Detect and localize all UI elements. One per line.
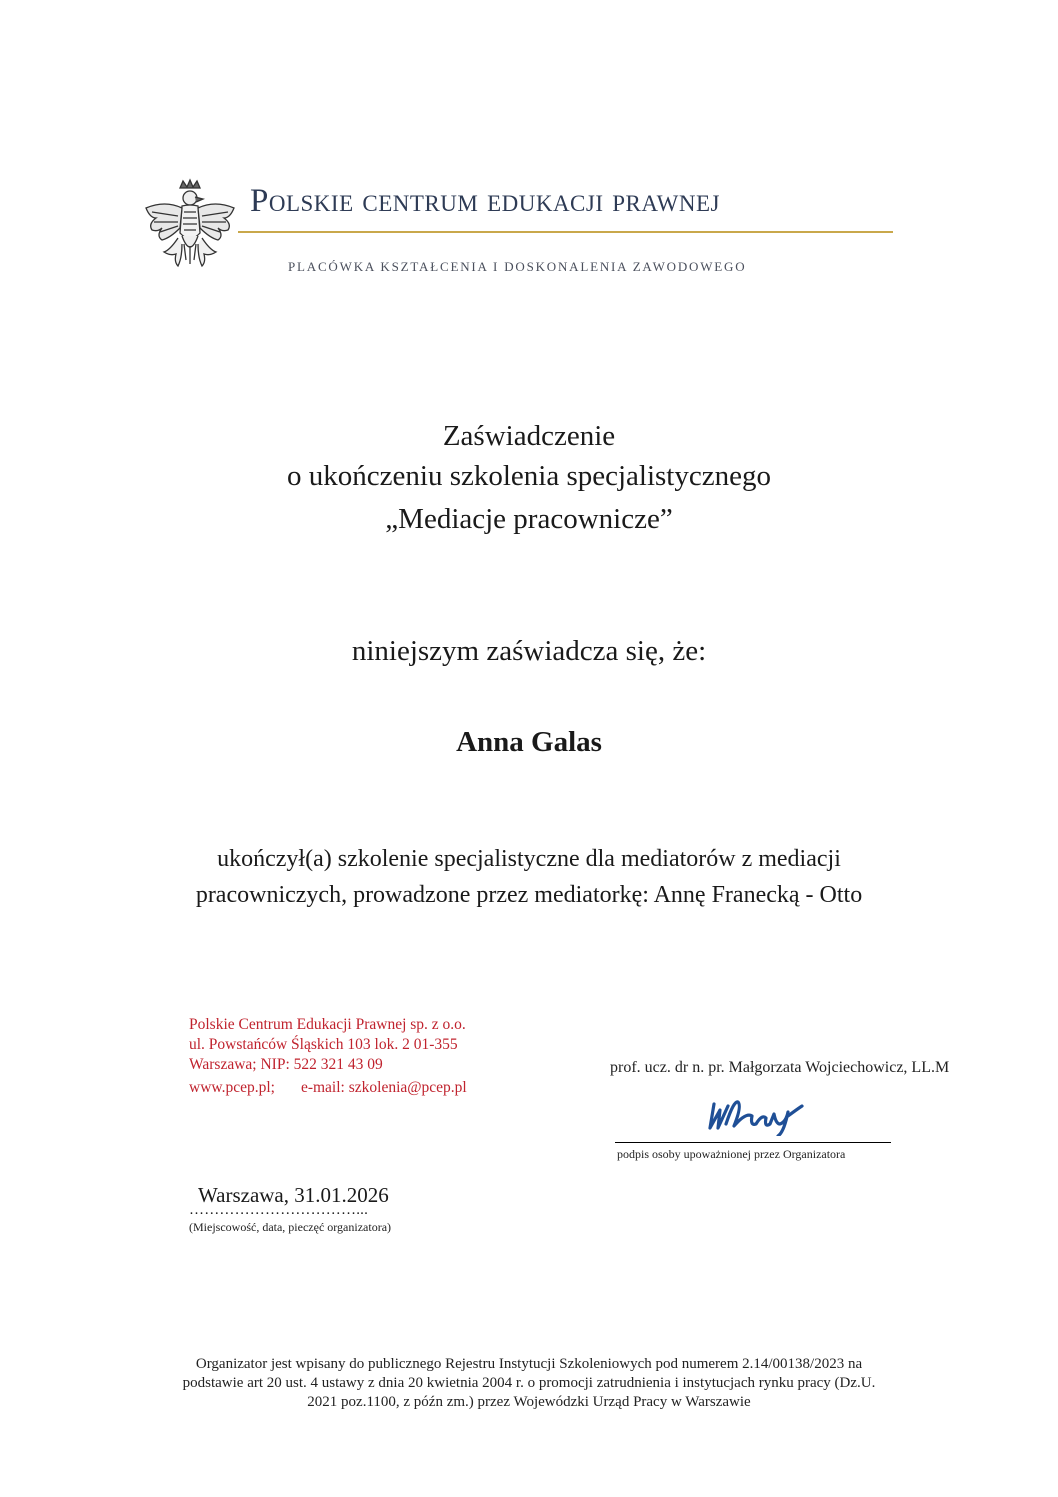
handwritten-signature xyxy=(704,1094,806,1136)
certificate-title-line-2: o ukończeniu szkolenia specjalistycznego xyxy=(287,460,771,492)
footer-legal-line-1: Organizator jest wpisany do publicznego Rejestru Instytucji Szkoleniowych pod numerem 2.14/00138/2023 na xyxy=(195,1356,863,1372)
course-name: „Mediacje pracownicze” xyxy=(385,503,673,535)
organizer-website[interactable]: www.pcep.pl; xyxy=(189,1079,275,1096)
place-and-date: Warszawa, 31.01.2026 xyxy=(198,1183,389,1207)
signature-caption: podpis osoby upoważnionej przez Organizatora xyxy=(617,1147,846,1161)
organizer-contact xyxy=(189,1079,467,1097)
organizer-company: Polskie Centrum Edukacji Prawnej sp. z o.o. xyxy=(189,1016,466,1033)
organizer-street: ul. Powstańców Śląskich 103 lok. 2 01-355 xyxy=(189,1036,458,1053)
footer-legal-line-3: 2021 poz.1100, z późn zm.) przez Wojewódzki Urząd Pracy w Warszawie xyxy=(307,1394,751,1410)
organization-subtitle: PLACÓWKA KSZTAŁCENIA I DOSKONALENIA ZAWODOWEGO xyxy=(288,259,747,274)
place-date-caption: (Miejscowość, data, pieczęć organizatora) xyxy=(189,1220,392,1234)
signatory-name: prof. ucz. dr n. pr. Małgorzata Wojciechowicz, LL.M xyxy=(610,1059,950,1076)
certificate-title: Zaświadczenie xyxy=(442,420,616,452)
place-date-dotted-line: ……………………………... xyxy=(189,1202,369,1218)
completion-text-line-2: pracowniczych, prowadzone przez mediatorkę: Annę Franecką - Otto xyxy=(195,882,863,908)
header-divider xyxy=(238,231,893,233)
recipient-name: Anna Galas xyxy=(456,726,602,758)
organization-name: Polskie centrum edukacji prawnej xyxy=(250,183,720,219)
completion-text-line-1: ukończył(a) szkolenie specjalistyczne dla mediatorów z mediacji xyxy=(217,846,841,872)
signature-line xyxy=(615,1142,891,1143)
organizer-city-nip: Warszawa; NIP: 522 321 43 09 xyxy=(189,1056,383,1073)
certify-statement: niniejszym zaświadcza się, że: xyxy=(351,635,707,667)
footer-legal-line-2: podstawie art 20 ust. 4 ustawy z dnia 20 kwietnia 2004 r. o promocji zatrudnienia i instytucjach rynku pracy (Dz.U. xyxy=(182,1375,876,1391)
organizer-email[interactable]: e-mail: szkolenia@pcep.pl xyxy=(300,1079,467,1096)
polish-eagle-emblem-icon xyxy=(140,178,240,278)
